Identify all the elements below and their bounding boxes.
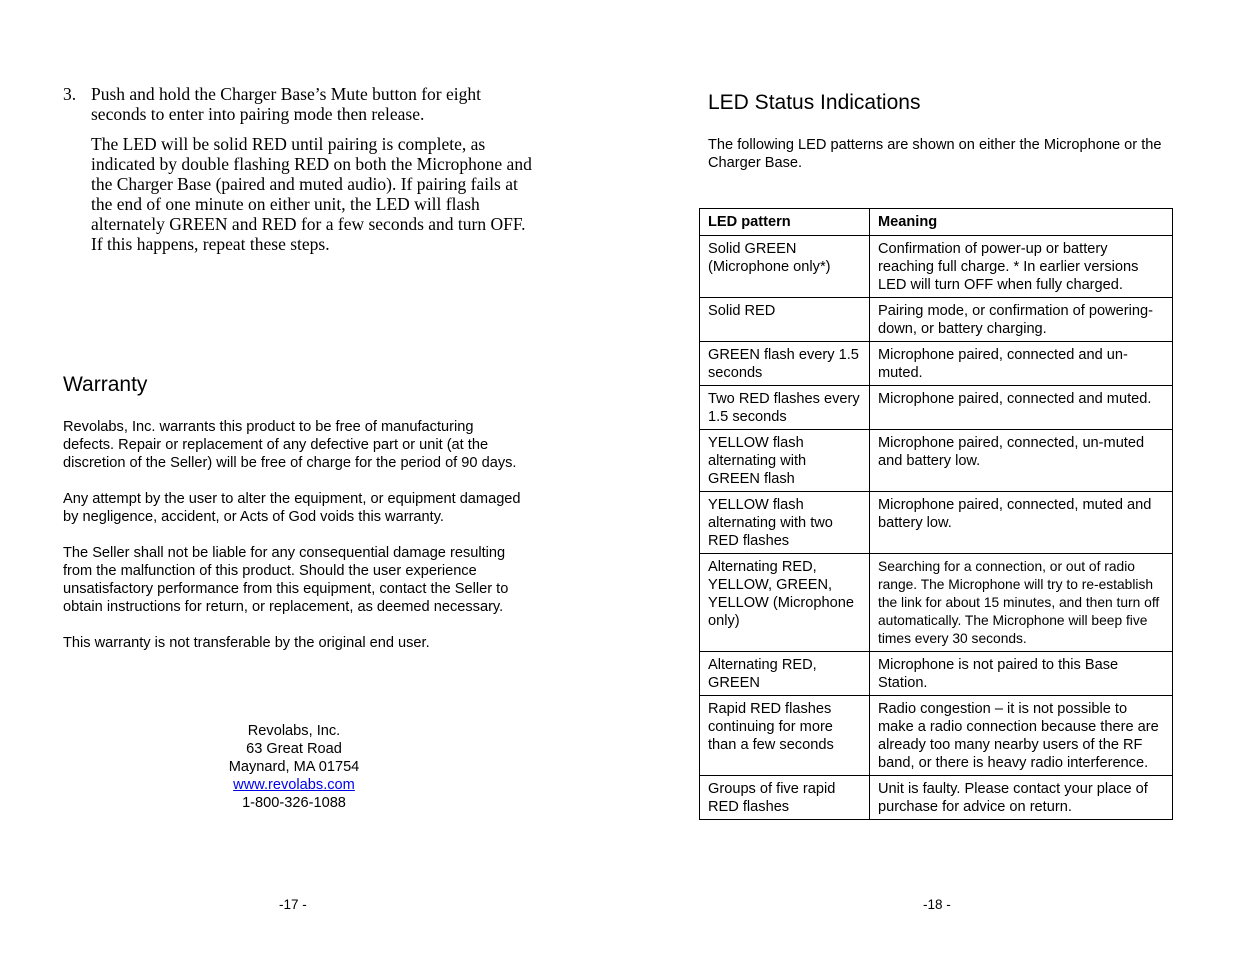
led-intro: The following LED patterns are shown on either the Microphone or the Charger Base.: [708, 137, 1162, 171]
warranty-paragraph: The Seller shall not be liable for any consequential damage resulting from the malfunction of this product. Should the user experience unsatisfactory performance from this equipment, contact the Seller to obtain instructions for return, or replacement, as deemed necessary.: [63, 545, 509, 615]
led-pattern-cell: Groups of five rapid RED flashes: [700, 776, 870, 820]
warranty-body: [63, 418, 528, 670]
column-header: LED pattern: [700, 209, 870, 236]
table-row: [700, 492, 1173, 554]
led-pattern-cell: YELLOW flash alternating with two RED flashes: [700, 492, 870, 554]
warranty-heading: Warranty: [63, 373, 148, 396]
meaning-cell: Microphone paired, connected and muted.: [870, 386, 1173, 430]
website-link[interactable]: www.revolabs.com: [233, 777, 355, 793]
page-number: -18 -: [923, 897, 951, 912]
table-row: [700, 298, 1173, 342]
street-address: 63 Great Road: [246, 741, 342, 757]
meaning-cell: Confirmation of power-up or battery reaching full charge. * In earlier versions LED will turn OFF when fully charged.: [870, 236, 1173, 298]
column-header: Meaning: [870, 209, 1173, 236]
meaning-cell: Unit is faulty. Please contact your place of purchase for advice on return.: [870, 776, 1173, 820]
meaning-cell: Searching for a connection, or out of radio range. The Microphone will try to re-establish the link for about 15 minutes, and then turn off automatically. The Microphone will beep five times every 30 seconds.: [870, 554, 1173, 652]
right-page: [617, 0, 1235, 954]
led-pattern-cell: GREEN flash every 1.5 seconds: [700, 342, 870, 386]
meaning-cell: Radio congestion – it is not possible to make a radio connection because there are already too many nearby users of the RF band, or there is heavy radio interference.: [870, 696, 1173, 776]
table-row: [700, 386, 1173, 430]
city-address: Maynard, MA 01754: [228, 759, 360, 775]
led-pattern-cell: Solid GREEN (Microphone only*): [700, 236, 870, 298]
led-status-heading: LED Status Indications: [708, 91, 921, 114]
meaning-cell: Microphone paired, connected, un-muted and battery low.: [870, 430, 1173, 492]
table-row: [700, 696, 1173, 776]
meaning-cell: Microphone is not paired to this Base Station.: [870, 652, 1173, 696]
step-number: 3.: [63, 84, 77, 104]
led-pattern-cell: Rapid RED flashes continuing for more than a few seconds: [700, 696, 870, 776]
warranty-paragraph: Revolabs, Inc. warrants this product to be free of manufacturing defects. Repair or replacement of any defective part or unit (at the discretion of the Seller) will be free of charge for the period of 90 days.: [63, 419, 517, 471]
left-page: [0, 0, 617, 954]
table-header-row: [700, 209, 1173, 236]
table-row: [700, 236, 1173, 298]
table-row: [700, 776, 1173, 820]
led-pattern-cell: Two RED flashes every 1.5 seconds: [700, 386, 870, 430]
led-pattern-cell: Alternating RED, GREEN: [700, 652, 870, 696]
table-row: [700, 554, 1173, 652]
warranty-paragraph: Any attempt by the user to alter the equipment, or equipment damaged by negligence, accident, or Acts of God voids this warranty.: [63, 491, 521, 525]
table-row: [700, 652, 1173, 696]
pairing-step: [63, 84, 533, 264]
led-pattern-cell: Solid RED: [700, 298, 870, 342]
table-row: [700, 342, 1173, 386]
step-note: The LED will be solid RED until pairing is complete, as indicated by double flashing RED on both the Microphone and the Charger Base (paired and muted audio). If pairing fails at the end of one minute on either unit, the LED will flash alternately GREEN and RED for a few seconds and turn OFF. If this happens, repeat these steps.: [91, 134, 532, 254]
meaning-cell: Pairing mode, or confirmation of powering-down, or battery charging.: [870, 298, 1173, 342]
led-status-table: [699, 208, 1173, 820]
meaning-cell: Microphone paired, connected and un-muted.: [870, 342, 1173, 386]
warranty-paragraph: This warranty is not transferable by the original end user.: [63, 635, 430, 651]
company-name: Revolabs, Inc.: [247, 723, 341, 739]
table-row: [700, 430, 1173, 492]
led-pattern-cell: Alternating RED, YELLOW, GREEN, YELLOW (Microphone only): [700, 554, 870, 652]
step-text: Push and hold the Charger Base’s Mute button for eight seconds to enter into pairing mode then release.: [91, 84, 481, 124]
led-pattern-cell: YELLOW flash alternating with GREEN flash: [700, 430, 870, 492]
page-number: -17 -: [279, 897, 307, 912]
company-address: [63, 722, 525, 812]
meaning-cell: Microphone paired, connected, muted and battery low.: [870, 492, 1173, 554]
phone-number: 1-800-326-1088: [242, 795, 346, 811]
